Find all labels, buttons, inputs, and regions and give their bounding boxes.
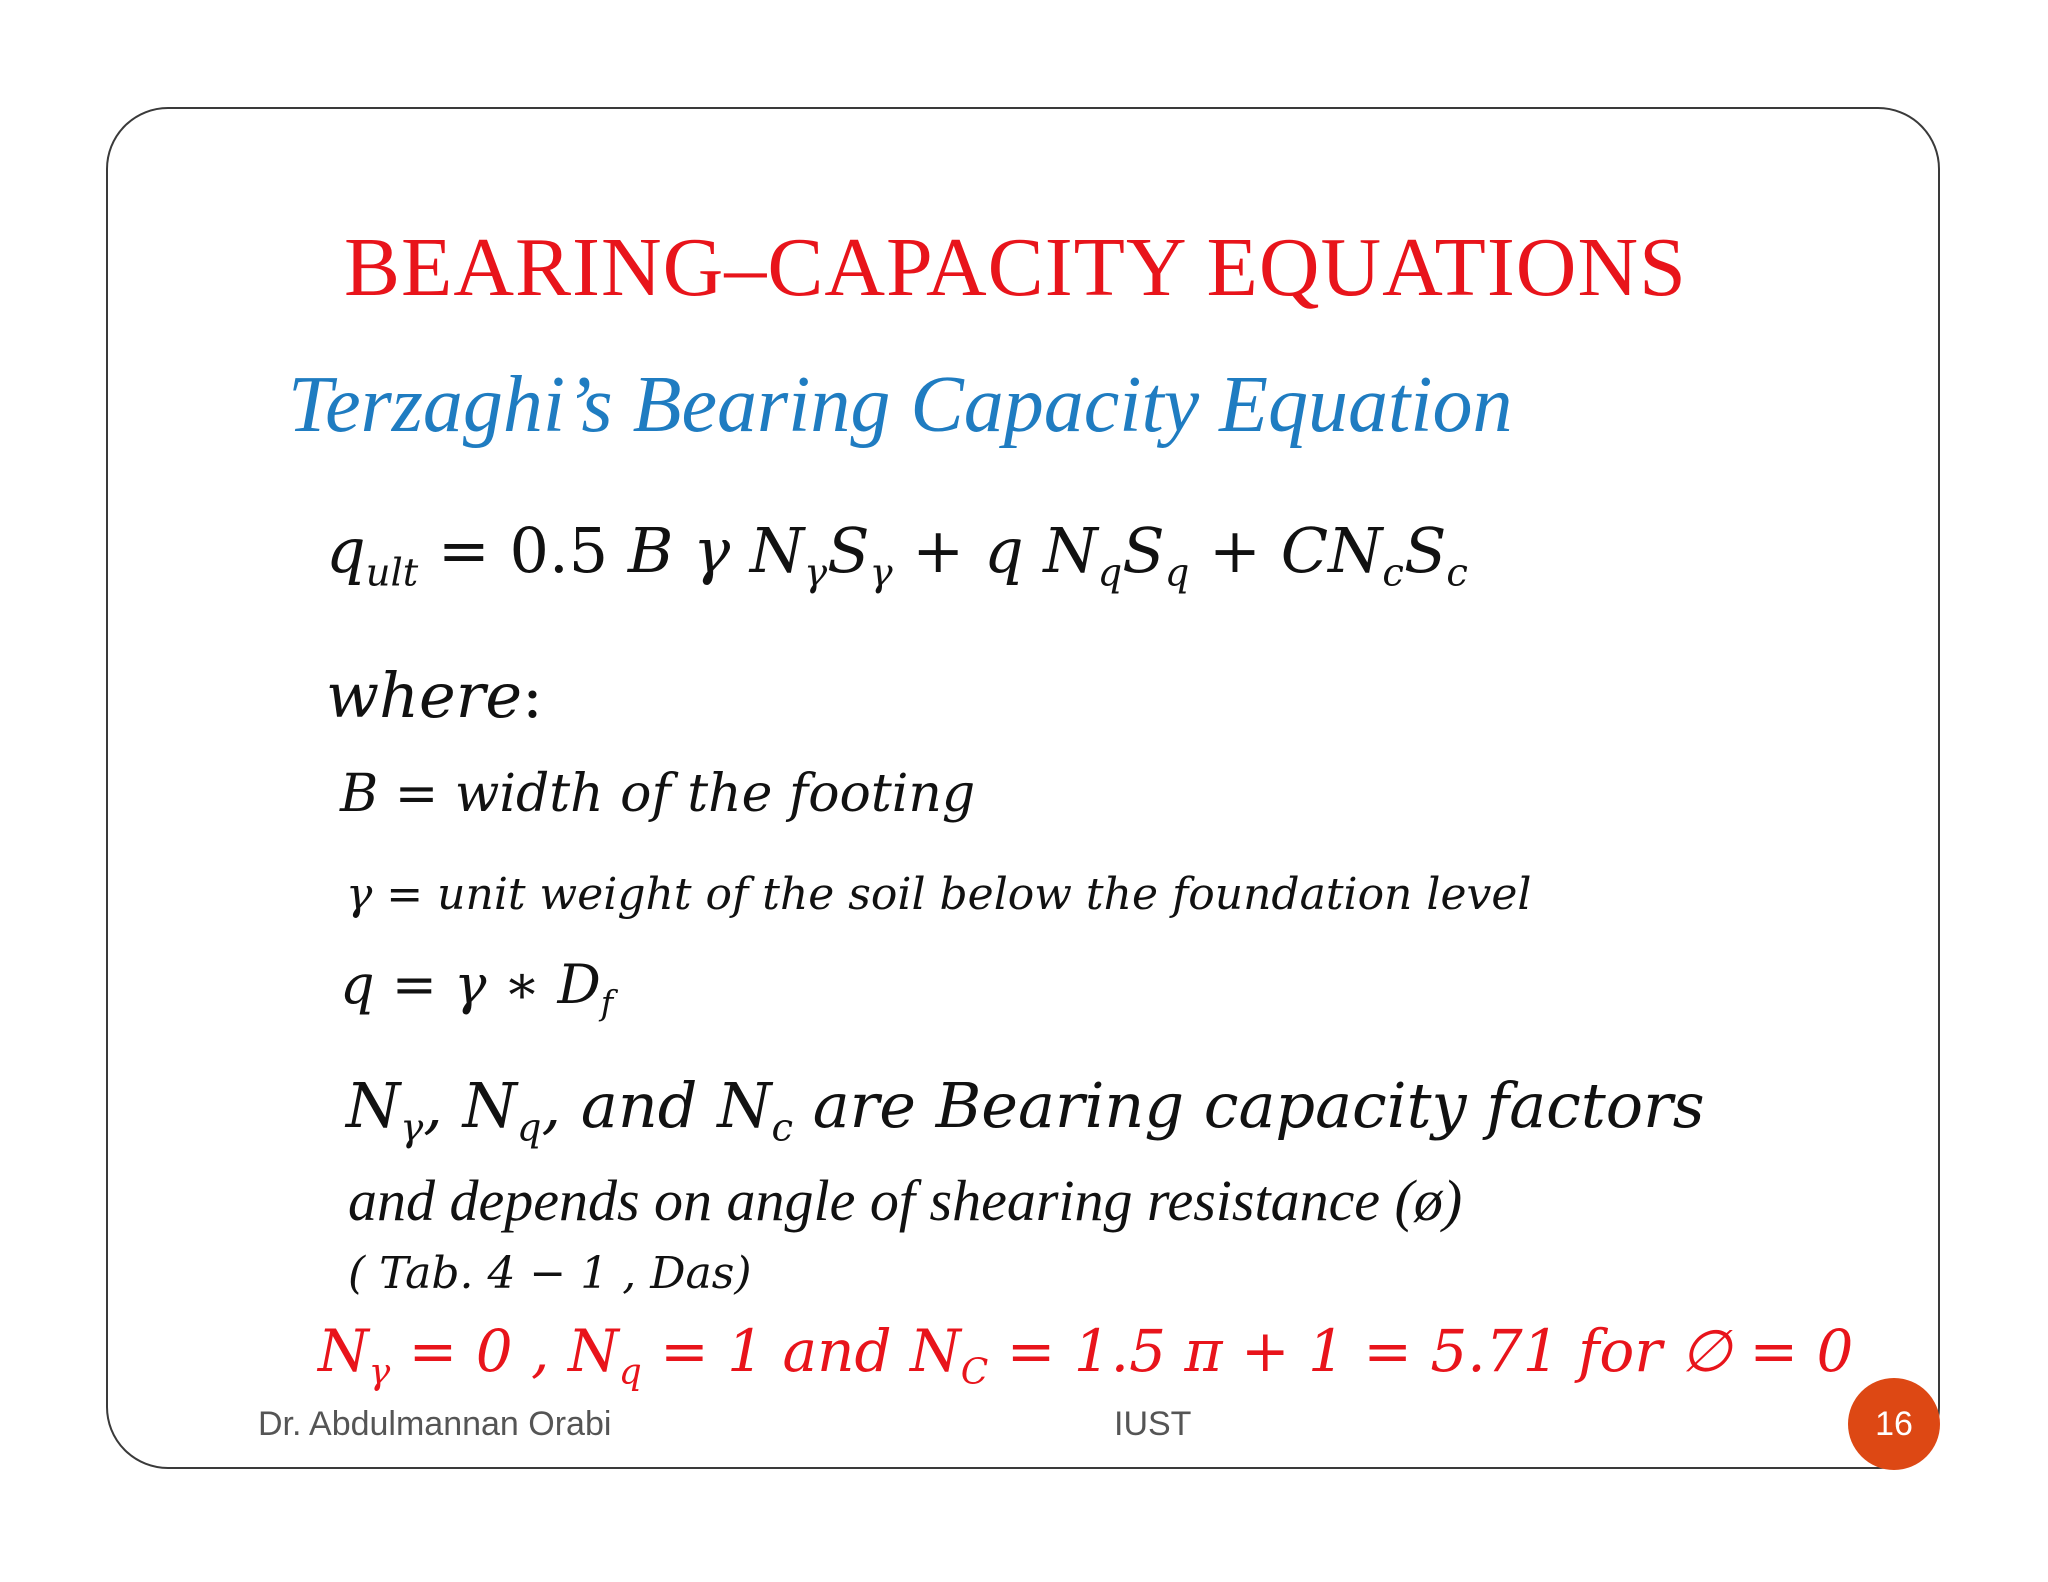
eq-part2: B γ N [627, 514, 805, 587]
footer-author: Dr. Abdulmannan Orabi [258, 1405, 612, 1443]
red-t2: = 1 and [641, 1317, 911, 1385]
red-s3: C [960, 1351, 989, 1393]
definition-q [340, 953, 614, 1023]
main-equation [326, 514, 1468, 596]
factor-c2: , and [541, 1069, 718, 1142]
definition-b: B = width of the footing [340, 764, 976, 824]
footer-institution: IUST [1114, 1405, 1192, 1443]
eq-sub3: q [1097, 550, 1123, 596]
factor-c1: , [423, 1069, 463, 1142]
factor-n3: N [717, 1069, 772, 1142]
eq-part3: S [827, 514, 870, 587]
eq-sub5: c [1382, 550, 1404, 596]
definition-gamma: γ = unit weight of the soil below the foundation level [346, 869, 1532, 920]
red-n2: N [567, 1317, 619, 1385]
eq-part9: S [1403, 514, 1447, 587]
red-s2: q [618, 1351, 642, 1393]
eq-part5: q N [983, 514, 1098, 587]
red-n1: N [318, 1317, 369, 1385]
factor-s1: γ [400, 1105, 424, 1151]
red-t3: = 1.5 π + 1 = 5.71 for ∅ = 0 [988, 1317, 1854, 1385]
slide-subtitle: Terzaghi’s Bearing Capacity Equation [288, 361, 1513, 449]
page-number-badge [1848, 1378, 1940, 1470]
eq-part6: S [1122, 514, 1165, 587]
factor-s3: c [771, 1105, 793, 1151]
eq-sub4: q [1164, 550, 1190, 596]
eq-lhs: q [326, 514, 366, 587]
where-colon: : [522, 659, 543, 732]
eq-part4: + [892, 514, 984, 587]
eq-sub6: c [1446, 550, 1468, 596]
red-equation [318, 1317, 1854, 1393]
where-word: where [326, 659, 523, 732]
factor-n2: N [462, 1069, 517, 1142]
eq-part8: CN [1280, 514, 1383, 587]
red-s1: γ [368, 1351, 391, 1393]
factor-rest: are Bearing capacity factors [793, 1069, 1705, 1142]
eq-sub2: γ [869, 550, 893, 596]
eq-lhs-sub: ult [365, 550, 419, 596]
eq-part7: + [1189, 514, 1281, 587]
factor-s2: q [516, 1105, 542, 1151]
bearing-factors-line [346, 1069, 1705, 1151]
red-n3: N [910, 1317, 961, 1385]
where-label [326, 659, 543, 732]
red-t1: = 0 , [390, 1317, 568, 1385]
definition-q-main: q = γ ∗ D [340, 953, 601, 1016]
eq-part1: = 0.5 [418, 514, 628, 587]
page-number: 16 [1875, 1404, 1913, 1443]
eq-sub1: γ [804, 550, 828, 596]
definition-q-sub: f [600, 983, 614, 1023]
factor-n1: N [346, 1069, 401, 1142]
depends-text: and depends on angle of shearing resistance (ø) [348, 1168, 1463, 1233]
slide-title: BEARING–CAPACITY EQUATIONS [344, 221, 1687, 314]
table-reference: ( Tab. 4 − 1 , Das) [348, 1248, 752, 1299]
